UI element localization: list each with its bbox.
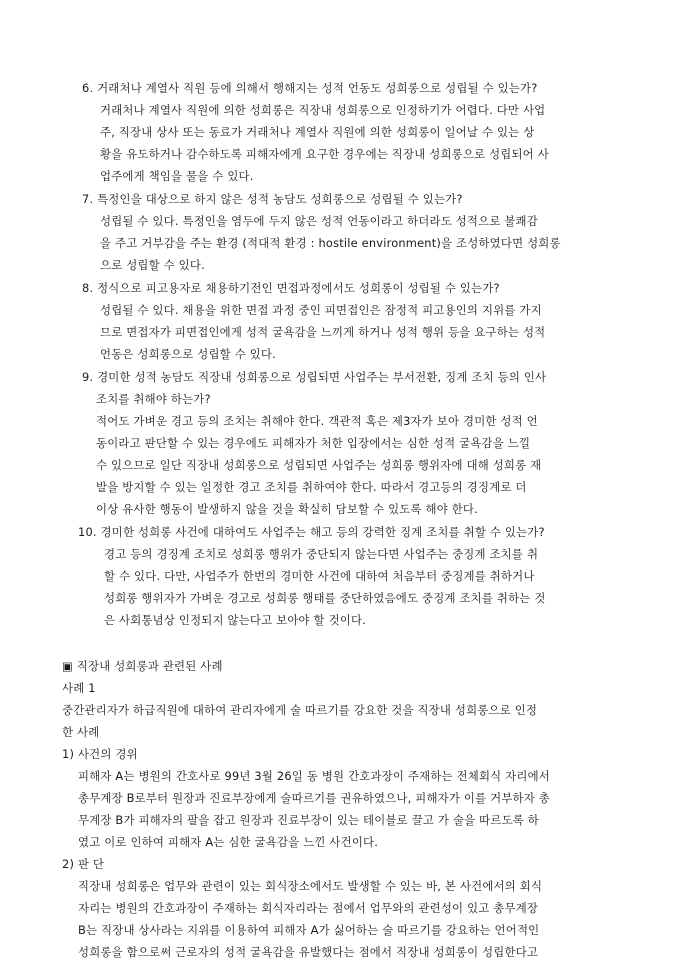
faq-6-answer-line: 황을 유도하거나 감수하도록 피해자에게 요구한 경우에는 직장내 성희롱으로 성립되어 사 — [100, 147, 549, 161]
case-subheading-background: 1) 사건의 경위 — [62, 747, 138, 761]
faq-8-question: 8. 정식으로 피고용자로 채용하기전인 면접과정에서도 성희롱이 성립될 수 있는가? — [82, 281, 500, 295]
faq-9-question-cont: 조치를 취해야 하는가? — [96, 392, 211, 406]
faq-8-answer-line: 성립될 수 있다. 채용을 위한 면접 과정 중인 피면접인은 잠정적 피고용인의 지위를 가지 — [100, 303, 542, 317]
case-judgment-line: 성희롱을 함으로써 근로자의 성적 굴욕감을 유발했다는 점에서 직장내 성희롱이 성립한다고 — [78, 945, 539, 959]
case-background-line: 였고 이로 인하여 피해자 A는 심한 굴욕감을 느낀 사건이다. — [78, 835, 379, 849]
faq-7-answer-line: 성립될 수 있다. 특정인을 염두에 두지 않은 성적 언동이라고 하더라도 성적으로 불쾌감 — [100, 214, 538, 228]
case-judgment-line: B는 직장내 상사라는 지위를 이용하여 피해자 A가 싫어하는 술 따르기를 강요하는 언어적인 — [78, 923, 540, 937]
faq-10-answer-line: 은 사회통념상 인정되지 않는다고 보아야 할 것이다. — [104, 613, 367, 627]
case-background-line: 피해자 A는 병원의 간호사로 99년 3월 26일 동 병원 간호과장이 주재하는 전체회식 자리에서 — [78, 769, 550, 783]
faq-6-answer-line: 주, 직장내 상사 또는 동료가 거래처나 계열사 직원에 의한 성희롱이 일어날 수 있는 상 — [100, 125, 535, 139]
case-summary-line: 중간관리자가 하급직원에 대하여 관리자에게 술 따르기를 강요한 것을 직장내 성희롱으로 인정 — [62, 703, 538, 717]
faq-9-answer-line: 수 있으므로 일단 직장내 성희롱으로 성립되면 사업주는 성희롱 행위자에 대해 성희롱 재 — [96, 458, 542, 472]
faq-6-question: 6. 거래처나 계열사 직원 등에 의해서 행해지는 성적 언동도 성희롱으로 성립될 수 있는가? — [82, 81, 538, 95]
faq-9-answer-line: 이상 유사한 행동이 발생하지 않을 것을 확실히 담보할 수 있도록 해야 한다. — [96, 502, 478, 516]
faq-10-answer-line: 경고 등의 경징계 조치로 성희롱 행위가 중단되지 않는다면 사업주는 중징계 조치를 취 — [104, 547, 539, 561]
case-judgment-line: 직장내 성희롱은 업무와 관련이 있는 회식장소에서도 발생할 수 있는 바, 본 사건에서의 회식 — [78, 879, 543, 893]
case-label: 사례 1 — [62, 681, 96, 695]
faq-9-answer-line: 적어도 가벼운 경고 등의 조치는 취해야 한다. 객관적 혹은 제3자가 보아 경미한 성적 언 — [96, 414, 538, 428]
faq-10-answer-line: 성희롱 행위자가 가벼운 경고로 성희롱 행태를 중단하였음에도 중징계 조치를 취하는 것 — [104, 591, 546, 605]
faq-8-answer-line: 언동은 성희롱으로 성립할 수 있다. — [100, 347, 276, 361]
case-section-heading: ▣ 직장내 성희롱과 관련된 사례 — [62, 659, 223, 673]
faq-8-answer-line: 므로 면접자가 피면접인에게 성적 굴욕감을 느끼게 하거나 성적 행위 등을 요구하는 성적 — [100, 325, 546, 339]
faq-6-answer-line: 거래처나 계열사 직원에 의한 성희롱은 직장내 성희롱으로 인정하기가 어렵다. 다만 사업 — [100, 103, 546, 117]
faq-10-question: 10. 경미한 성희롱 사건에 대하여도 사업주는 해고 등의 강력한 징계 조치를 취할 수 있는가? — [78, 525, 545, 539]
faq-9-answer-line: 발을 방지할 수 있는 일정한 경고 조치를 취하여야 한다. 따라서 경고등의 경징계로 더 — [96, 480, 527, 494]
case-background-line: 총무계장 B로부터 원장과 진료부장에게 술따르기를 권유하였으나, 피해자가 이를 거부하자 총 — [78, 791, 550, 805]
faq-7-answer-line: 으로 성립할 수 있다. — [100, 258, 205, 272]
faq-7-question: 7. 특정인을 대상으로 하지 않은 성적 농담도 성희롱으로 성립될 수 있는가? — [82, 192, 463, 206]
case-background-line: 무계장 B가 피해자의 팔을 잡고 원장과 진료부장이 있는 테이블로 끌고 가 술을 따르도록 하 — [78, 813, 540, 827]
case-judgment-line: 자리는 병원의 간호과장이 주재하는 회식자리라는 점에서 업무와의 관련성이 있고 총무계장 — [78, 901, 539, 915]
faq-6-answer-line: 업주에게 책임을 물을 수 있다. — [100, 169, 254, 183]
case-summary-line: 한 사례 — [62, 725, 100, 739]
faq-10-answer-line: 할 수 있다. 다만, 사업주가 한번의 경미한 사건에 대하여 처음부터 중징계를 취하거나 — [104, 569, 535, 583]
case-subheading-judgment: 2) 판 단 — [62, 857, 105, 871]
faq-7-answer-line: 을 주고 거부감을 주는 환경 (적대적 환경 : hostile environment)을 조성하였다면 성희롱 — [100, 236, 561, 250]
faq-9-answer-line: 동이라고 판단할 수 있는 경우에도 피해자가 처한 입장에서는 심한 성적 굴욕감을 느낄 — [96, 436, 531, 450]
faq-9-question: 9. 경미한 성적 농담도 직장내 성희롱으로 성립되면 사업주는 부서전환, 징계 조치 등의 인사 — [82, 370, 547, 384]
